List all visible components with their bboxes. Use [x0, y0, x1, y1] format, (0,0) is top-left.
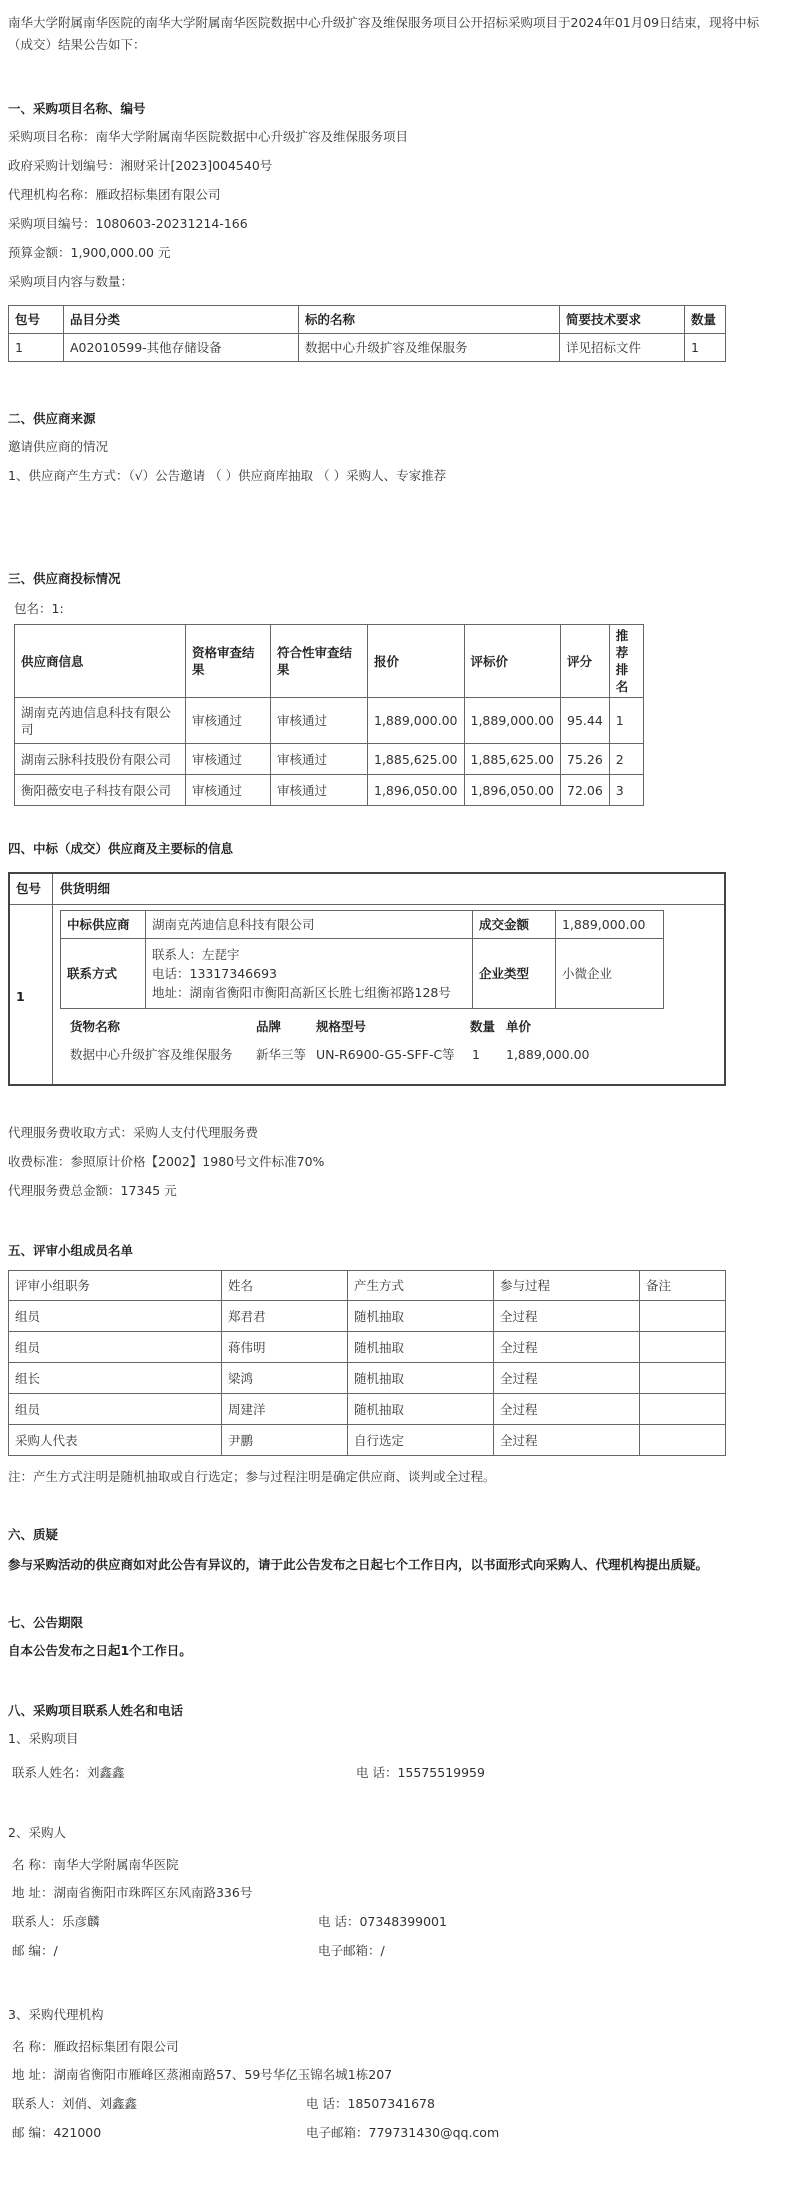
budget-amount: 预算金额：1,900,000.00 元: [8, 245, 171, 260]
intro-line-2: （成交）结果公告如下：: [8, 37, 146, 52]
table-row: [61, 911, 664, 939]
contact-cell: [146, 939, 473, 1009]
supplier-method: 1、供应商产生方式：（√）公告邀请 （ ）供应商库抽取 （ ）采购人、专家推荐: [8, 468, 447, 483]
col-header: 包号: [9, 306, 64, 334]
period-text: 自本公告发布之日起1个工作日。: [8, 1643, 192, 1658]
col-header: 品目分类: [64, 306, 299, 334]
table-cell: 1: [685, 334, 726, 362]
winner-info-table: [60, 910, 664, 1009]
col-header: 评标价: [464, 625, 561, 698]
table-row: [61, 939, 664, 1009]
table-cell: 蒋伟明: [222, 1332, 348, 1363]
table-cell: 全过程: [494, 1301, 640, 1332]
col-header: 报价: [368, 625, 465, 698]
pkg-header: 包号: [16, 881, 42, 896]
purchaser-name: 名 称：南华大学附属南华医院: [12, 1857, 179, 1872]
table-cell: 审核通过: [186, 744, 271, 775]
table-cell: 1: [9, 334, 64, 362]
table-row: [9, 1301, 726, 1332]
table-cell: [640, 1363, 726, 1394]
table-cell: 1,896,050.00: [464, 775, 561, 806]
goods-name: 数据中心升级扩容及维保服务: [70, 1047, 233, 1062]
col-header: 推荐排名: [609, 625, 643, 698]
table-cell: 1,889,000.00: [464, 698, 561, 744]
type-label: 企业类型: [473, 939, 556, 1009]
section-6-title: 六、质疑: [8, 1527, 59, 1542]
table-cell: 梁鸿: [222, 1363, 348, 1394]
purchaser-email: 电子邮箱：/: [318, 1943, 385, 1958]
winner-box-header: [10, 874, 724, 905]
table-cell: 随机抽取: [348, 1332, 494, 1363]
col-header: 数量: [685, 306, 726, 334]
table-cell: 周建洋: [222, 1394, 348, 1425]
winner-box: [8, 872, 726, 1086]
table-cell: 1: [609, 698, 643, 744]
table-cell: 2: [609, 744, 643, 775]
agency-address: 地 址：湖南省衡阳市雁峰区蒸湘南路57、59号华亿玉锦名城1栋207: [12, 2067, 393, 2082]
agency-email: 电子邮箱：779731430@qq.com: [306, 2125, 500, 2140]
winner-amount: 1,889,000.00: [556, 911, 664, 939]
table-cell: 衡阳薇安电子科技有限公司: [15, 775, 186, 806]
table-cell: 组员: [9, 1394, 222, 1425]
table-cell: 审核通过: [271, 744, 368, 775]
project-contact-title: 1、采购项目: [8, 1731, 79, 1746]
invite-situation: 邀请供应商的情况: [8, 439, 109, 454]
table-header-row: [15, 625, 644, 698]
col-header: 资格审查结果: [186, 625, 271, 698]
col-header: 参与过程: [494, 1271, 640, 1301]
purchaser-address: 地 址：湖南省衡阳市珠晖区东风南路336号: [12, 1885, 253, 1900]
section-7-title: 七、公告期限: [8, 1615, 84, 1630]
project-name: 采购项目名称：南华大学附属南华医院数据中心升级扩容及维保服务项目: [8, 129, 409, 144]
company-type: 小微企业: [556, 939, 664, 1009]
winner-box-divider: [52, 874, 53, 1084]
table-cell: 审核通过: [186, 775, 271, 806]
table-cell: 郑君君: [222, 1301, 348, 1332]
table-cell: 95.44: [561, 698, 610, 744]
content-table: [8, 305, 726, 362]
col-header: 符合性审查结果: [271, 625, 368, 698]
bid-table: [14, 624, 644, 806]
table-cell: [640, 1332, 726, 1363]
goods-header-model: 规格型号: [316, 1019, 367, 1034]
table-cell: 自行选定: [348, 1425, 494, 1456]
pkg-number: 1: [16, 989, 25, 1004]
goods-header-qty: 数量: [470, 1019, 496, 1034]
contact-address: 地址：湖南省衡阳市衡阳高新区长胜七组衡祁路128号: [152, 985, 451, 1000]
section-4-title: 四、中标（成交）供应商及主要标的信息: [8, 841, 234, 856]
table-cell: 1,889,000.00: [368, 698, 465, 744]
col-header: 产生方式: [348, 1271, 494, 1301]
section-3-title: 三、供应商投标情况: [8, 571, 121, 586]
table-row: [9, 1332, 726, 1363]
table-cell: 1,896,050.00: [368, 775, 465, 806]
table-row: [9, 1363, 726, 1394]
agency-zip: 邮 编：421000: [12, 2125, 102, 2140]
table-row: [15, 775, 644, 806]
table-cell: 组长: [9, 1363, 222, 1394]
table-cell: 审核通过: [271, 775, 368, 806]
project-number: 采购项目编号：1080603-20231214-166: [8, 216, 248, 231]
agency-contact: 联系人：刘俏、刘鑫鑫: [12, 2096, 138, 2111]
plan-number: 政府采购计划编号：湘财采计[2023]004540号: [8, 158, 273, 173]
table-cell: 全过程: [494, 1332, 640, 1363]
table-cell: 审核通过: [271, 698, 368, 744]
table-cell: A02010599-其他存储设备: [64, 334, 299, 362]
amount-label: 成交金额: [473, 911, 556, 939]
table-cell: [640, 1301, 726, 1332]
table-cell: 75.26: [561, 744, 610, 775]
section-5-title: 五、评审小组成员名单: [8, 1243, 134, 1258]
col-header: 供应商信息: [15, 625, 186, 698]
project-contact-phone: 电 话：15575519959: [356, 1765, 485, 1780]
table-cell: 随机抽取: [348, 1363, 494, 1394]
goods-brand: 新华三等: [256, 1047, 307, 1062]
table-row: [15, 698, 644, 744]
goods-header-price: 单价: [506, 1019, 532, 1034]
intro-line-1: 南华大学附属南华医院的南华大学附属南华医院数据中心升级扩容及维保服务项目公开招标采购项目于2024年01月09日结束，现将中标: [8, 15, 760, 30]
table-row: [9, 1394, 726, 1425]
table-cell: 数据中心升级扩容及维保服务: [299, 334, 560, 362]
winner-name: 湖南克芮迪信息科技有限公司: [146, 911, 473, 939]
table-cell: 全过程: [494, 1394, 640, 1425]
table-cell: 详见招标文件: [560, 334, 685, 362]
purchaser-zip: 邮 编：/: [12, 1943, 58, 1958]
table-cell: 组员: [9, 1332, 222, 1363]
table-cell: 随机抽取: [348, 1394, 494, 1425]
col-header: 标的名称: [299, 306, 560, 334]
agency-name: 代理机构名称：雁政招标集团有限公司: [8, 187, 221, 202]
package-name: 包名：1:: [14, 601, 64, 616]
fee-method: 代理服务费收取方式：采购人支付代理服务费: [8, 1125, 259, 1140]
contact-person: 联系人：左琵宇: [152, 947, 240, 962]
col-header: 姓名: [222, 1271, 348, 1301]
col-header: 评审小组职务: [9, 1271, 222, 1301]
goods-header-name: 货物名称: [70, 1019, 121, 1034]
fee-standard: 收费标准：参照原计价格【2002】1980号文件标准70%: [8, 1154, 325, 1169]
detail-header: 供货明细: [60, 881, 111, 896]
section-1-title: 一、采购项目名称、编号: [8, 101, 146, 116]
contact-phone: 电话：13317346693: [152, 966, 277, 981]
table-row: [9, 334, 726, 362]
agency-phone: 电 话：18507341678: [306, 2096, 435, 2111]
table-header-row: [9, 306, 726, 334]
section-8-title: 八、采购项目联系人姓名和电话: [8, 1703, 184, 1718]
table-cell: 组员: [9, 1301, 222, 1332]
goods-header-brand: 品牌: [256, 1019, 282, 1034]
challenge-text: 参与采购活动的供应商如对此公告有异议的，请于此公告发布之日起七个工作日内，以书面形式向采购人、代理机构提出质疑。: [8, 1557, 709, 1572]
section-2-title: 二、供应商来源: [8, 411, 96, 426]
project-contact-name: 联系人姓名：刘鑫鑫: [12, 1765, 125, 1780]
goods-qty: 1: [472, 1047, 480, 1062]
table-cell: 随机抽取: [348, 1301, 494, 1332]
table-row: [15, 744, 644, 775]
table-cell: 采购人代表: [9, 1425, 222, 1456]
table-cell: 全过程: [494, 1425, 640, 1456]
purchaser-phone: 电 话：07348399001: [318, 1914, 447, 1929]
col-header: 备注: [640, 1271, 726, 1301]
content-quantity-label: 采购项目内容与数量：: [8, 274, 134, 289]
table-cell: 1,885,625.00: [368, 744, 465, 775]
fee-total: 代理服务费总金额：17345 元: [8, 1183, 177, 1198]
col-header: 评分: [561, 625, 610, 698]
table-cell: 尹鹏: [222, 1425, 348, 1456]
table-cell: 审核通过: [186, 698, 271, 744]
table-cell: 湖南云脉科技股份有限公司: [15, 744, 186, 775]
purchaser-title: 2、采购人: [8, 1825, 66, 1840]
agency-contact-name: 名 称：雁政招标集团有限公司: [12, 2039, 179, 2054]
col-header: 简要技术要求: [560, 306, 685, 334]
panel-table: [8, 1270, 726, 1456]
contact-label: 联系方式: [61, 939, 146, 1009]
table-header-row: [9, 1271, 726, 1301]
table-cell: 3: [609, 775, 643, 806]
purchaser-contact: 联系人：乐彦麟: [12, 1914, 100, 1929]
panel-note: 注：产生方式注明是随机抽取或自行选定；参与过程注明是确定供应商、谈判或全过程。: [8, 1469, 496, 1484]
table-cell: 全过程: [494, 1363, 640, 1394]
table-row: [9, 1425, 726, 1456]
table-cell: 1,885,625.00: [464, 744, 561, 775]
table-cell: [640, 1394, 726, 1425]
goods-price: 1,889,000.00: [506, 1047, 590, 1062]
agency-title: 3、采购代理机构: [8, 2007, 104, 2022]
winner-label: 中标供应商: [61, 911, 146, 939]
table-cell: 湖南克芮迪信息科技有限公司: [15, 698, 186, 744]
table-cell: 72.06: [561, 775, 610, 806]
table-cell: [640, 1425, 726, 1456]
goods-model: UN-R6900-G5-SFF-C等: [316, 1047, 455, 1062]
